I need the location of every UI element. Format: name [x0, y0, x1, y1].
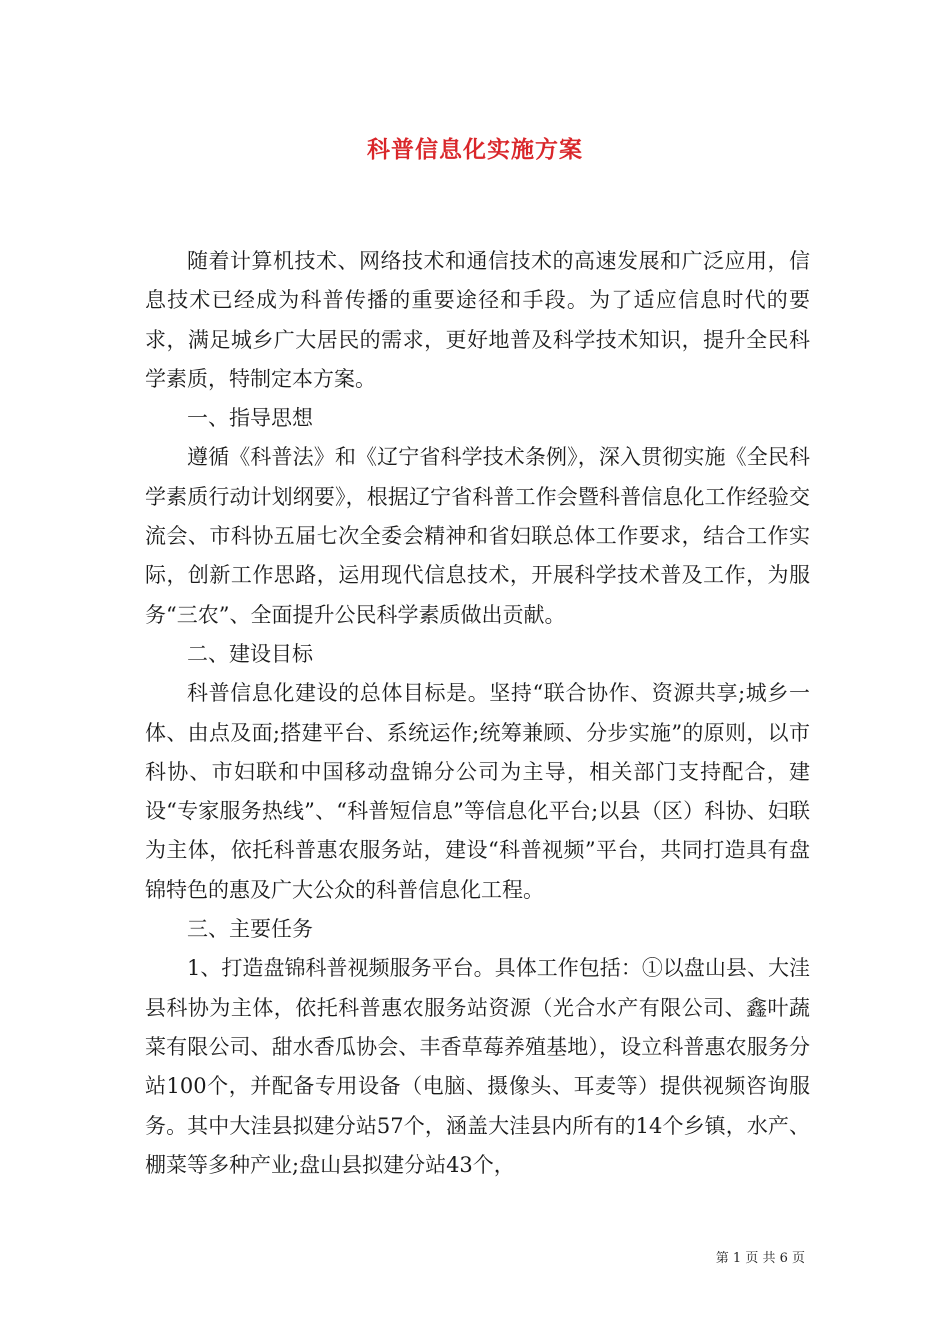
section-heading-construction-goal: 二、建设目标 [187, 641, 313, 666]
main-tasks-paragraph: 1、打造盘锦科普视频服务平台。具体工作包括：①以盘山县、大洼县科协为主体，依托科普惠农服务站资源（光合水产有限公司、鑫叶蔬菜有限公司、甜水香瓜协会、丰香草莓养殖基地），设立科普惠农服务分站100个，并配备专用设备（电脑、摄像头、耳麦等）提供视频咨询服务。其中大洼县拟建分站57个，涵盖大洼县内所有的14个乡镇，水产、棚菜等多种产业;盘山县拟建分站43个， [145, 956, 810, 1177]
construction-goal-paragraph: 科普信息化建设的总体目标是。坚持“联合协作、资源共享;城乡一体、由点及面;搭建平台、系统运作;统筹兼顾、分步实施”的原则，以市科协、市妇联和中国移动盘锦分公司为主导，相关部门支持配合，建设“专家服务热线”、“科普短信息”等信息化平台;以县（区）科协、妇联为主体，依托科普惠农服务站，建设“科普视频”平台，共同打造具有盘锦特色的惠及广大公众的科普信息化工程。 [145, 681, 810, 902]
document-body [145, 242, 810, 1185]
page-number-footer: 第 1 页 共 6 页 [715, 1251, 805, 1266]
section-heading-guiding-thought: 一、指导思想 [187, 406, 313, 431]
guiding-thought-paragraph: 遵循《科普法》和《辽宁省科学技术条例》，深入贯彻实施《全民科学素质行动计划纲要》，根据辽宁省科普工作会暨科普信息化工作经验交流会、市科协五届七次全委会精神和省妇联总体工作要求，结合工作实际，创新工作思路，运用现代信息技术，开展科学技术普及工作，为服务“三农”、全面提升公民科学素质做出贡献。 [145, 445, 810, 627]
document-title: 科普信息化实施方案 [367, 136, 583, 163]
intro-paragraph: 随着计算机技术、网络技术和通信技术的高速发展和广泛应用，信息技术已经成为科普传播的重要途径和手段。为了适应信息时代的要求，满足城乡广大居民的需求，更好地普及科学技术知识，提升全民科学素质，特制定本方案。 [145, 249, 810, 391]
section-heading-main-tasks: 三、主要任务 [187, 917, 313, 942]
